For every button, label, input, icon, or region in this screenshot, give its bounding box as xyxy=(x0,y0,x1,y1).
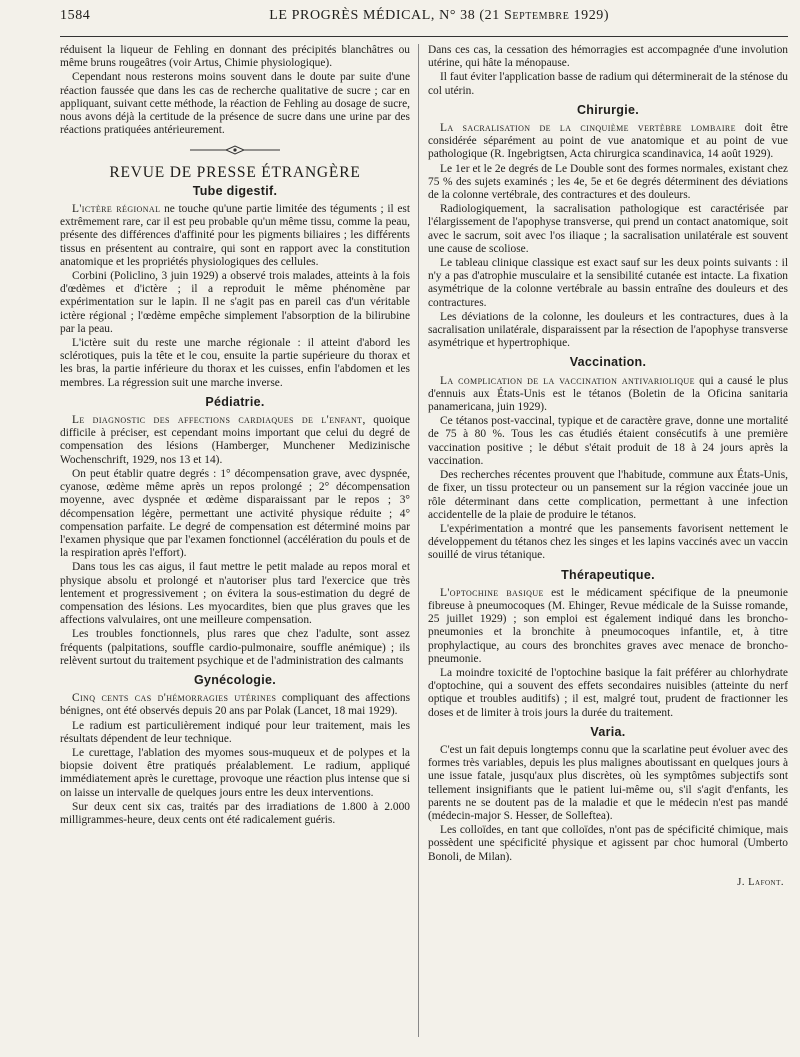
paragraph: Radiologiquement, la sacralisation pathologique est caractérisée par l'élargissement de l'apophyse transverse, qui prend un contact anatomique, soit avec le sacrum, soit avec l'os iliaque ; la sacralisation unilatérale est souvent une cause de scoliose. xyxy=(428,203,788,255)
paragraph: réduisent la liqueur de Fehling en donnant des précipités blanchâtres ou même bruns rougeâtres (voir Artus, Chimie physiologique). xyxy=(60,44,410,70)
right-column xyxy=(428,44,788,1043)
section-heading: Tube digestif. xyxy=(192,183,278,198)
paragraph: Corbini (Policlino, 3 juin 1929) a observé trois malades, atteints à la fois d'œdèmes et d'ictère ; il a reproduit le même phénomène par expérimentation sur le lapin. Il ne s'agit pas en pareil cas d'un véritable ictère régional ; l'œdème empêche simplement l'absorption de la bilirubine par la peau. xyxy=(60,270,410,335)
paragraph: Il faut éviter l'application basse de radium qui déterminerait de la sténose du col utérin. xyxy=(428,71,788,97)
section-heading: Chirurgie. xyxy=(576,102,640,117)
lead-phrase: La sacralisation de la cinquième vertèbre lombaire xyxy=(440,122,736,135)
paragraph: Les troubles fonctionnels, plus rares que chez l'adulte, sont assez fréquents (palpitations, souffle cardio-pulmonaire, souffle anémique) ; ils relèvent surtout du traitement psychique et de l'administration des calmants xyxy=(60,628,410,667)
section-heading: Vaccination. xyxy=(569,355,647,370)
section-heading: Thérapeutique. xyxy=(561,567,655,582)
paragraph: Le 1er et le 2e degrés de Le Double sont des formes normales, existant chez 75 % des sujets examinés ; les 4e, 5e et 6e degrés déterminent des déviations de la colonne vertébrale, des contractures et des douleurs. xyxy=(428,162,788,202)
paragraph: Le diagnostic des affections cardiaques de l'enfant, quoique difficile à préciser, est cependant moins important que celui du degré de compensation des lésions (Hamberger, Munchener Medizinische Wochenschrift, 1929, nos 13 et 14). xyxy=(60,414,410,466)
paragraph: L'optochine basique est le médicament spécifique de la pneumonie fibreuse à pneumocoques (M. Ehinger, Revue médicale de la Suisse romande, 25 juillet 1929) ; son emploi est également indiqué dans les broncho-pneumonies et la bronchite à pneumocoques infantile, et, à titre prophylactique, au cours des bronchites graves avec menace de broncho-pneumonie. xyxy=(428,586,788,665)
paragraph: Les déviations de la colonne, les douleurs et les contractures, dues à la sacralisation unilatérale, disparaissent par la résection de l'apophyse transverse asymétrique et hypertrophique. xyxy=(428,310,788,350)
paragraph: C'est un fait depuis longtemps connu que la scarlatine peut évoluer avec des formes très variables, depuis les plus malignes aboutissant en quelques jours à une issue fatale, jusqu'aux plus discrètes, où les symptômes subjectifs sont tellement insignifiants que le patient lui-même ou, s'il s'agit d'enfants, les parents ne se doutent pas de la maladie et que le médecin n'est pas mandé (médecin-major S. Hesser, de Solleftea). xyxy=(428,743,788,822)
paragraph: Cependant nous resterons moins souvent dans le doute par suite d'une réaction faussée que dans les cas de recherche qualitative de sucre ; car en appliquant, suivant cette méthode, la réaction de Fehling au dosage de sucre, nous avons déjà la certitude de la présence de sucre dans une urine par des réactions pratiquées antérieurement. xyxy=(60,71,410,137)
author-signature: J. Lafont. xyxy=(737,876,784,888)
left-column xyxy=(60,44,410,1043)
paragraph: Cinq cents cas d'hémorragies utérines compliquant des affections bénignes, ont été observés depuis 20 ans par Polak (Lancet, 18 mai 1929). xyxy=(60,692,410,718)
paragraph: La sacralisation de la cinquième vertèbre lombaire doit être considérée séparément au point de vue anatomique et au point de vue pathologique (R. Ingebrigtsen, Acta chirurgica scandinavica, 14 août 1929). xyxy=(428,122,788,161)
paragraph: Le radium est particulièrement indiqué pour leur traitement, mais les résultats dépendent de leur technique. xyxy=(60,719,410,745)
paragraph: La complication de la vaccination antivariolique qui a causé le plus d'ennuis aux États-Unis est le tétanos (Boletin de la Oficina sanitaria panamericana, juin 1929). xyxy=(428,374,788,414)
lead-phrase: Le diagnostic des affections cardiaques de l'enfant, xyxy=(72,414,366,427)
paragraph: Dans ces cas, la cessation des hémorragies est accompagnée d'une involution utérine, qui hâte la ménopause. xyxy=(428,44,788,70)
column-divider xyxy=(418,44,419,1037)
section-title: REVUE DE PRESSE ÉTRANGÈRE xyxy=(109,163,361,181)
lead-phrase: L'optochine basique xyxy=(440,586,544,599)
paragraph: Dans tous les cas aigus, il faut mettre le petit malade au repos moral et physique absolu et prolongé et n'autoriser plus tard l'exercice que très lentement et progressivement ; on évitera la sous-estimation du degré de compensation des lésions. Les myocardites, bien que plus graves que les affections valvulaires, ont une meilleure compensation. xyxy=(60,561,410,627)
section-heading: Gynécologie. xyxy=(193,672,277,687)
paragraph: Ce tétanos post-vaccinal, typique et de caractère grave, donne une mortalité de 75 à 80 %. Tous les cas étudiés étaient consécutifs à une première vaccination positive ; le début s'était produit de 18 à 24 jours après la vaccination. xyxy=(428,415,788,467)
paragraph: Sur deux cent six cas, traités par des irradiations de 1.800 à 2.000 milligrammes-heure, deux cents ont été radicalement guéris. xyxy=(60,800,410,826)
paragraph: On peut établir quatre degrés : 1° décompensation grave, avec dyspnée, cyanose, œdème même après un repos prolongé ; 2° décompensation moyenne, avec dyspnée et œdème disparaissant par le repos ; 3° décompensation légère, permettant une activité physique réduite ; 4° compensation parfaite. Le degré de compensation est déterminé moins par l'examen physique que par l'examen fonctionnel (accélération du pouls et de la respiration après l'effort). xyxy=(60,467,410,560)
paragraph: Des recherches récentes prouvent que l'habitude, commune aux États-Unis, de fixer, un tissu protecteur ou un pansement sur la région vaccinée joue un rôle déterminant dans cette complication, permettant à une infection accidentelle de la plaie de produire le tétanos. xyxy=(428,469,788,521)
lead-phrase: Cinq cents cas d'hémorragies utérines xyxy=(72,692,277,705)
paragraph: La moindre toxicité de l'optochine basique la fait préférer au chlorhydrate d'optochine, qui a souvent des effets secondaires nuisibles (atteinte du nerf optique et troubles auditifs) ; il est, malgré tout, prudent de fractionner les doses et de limiter à trois jours la durée du traitement. xyxy=(428,666,788,719)
lead-phrase: L'ictère régional xyxy=(72,203,161,216)
paragraph: Les colloïdes, en tant que colloïdes, n'ont pas de spécificité chimique, mais possèdent une spécificité physique et agissent par choc humoral (Umberto Bonoli, de Milan). xyxy=(428,824,788,863)
paragraph: L'ictère suit du reste une marche régionale : il atteint d'abord les sclérotiques, puis la tête et le cou, ensuite la partie supérieure du thorax et les bras, la partie inférieure du thorax et les cuisses, enfin l'abdomen et les membres. La régression suit une marche inverse. xyxy=(60,337,410,389)
section-heading: Pédiatrie. xyxy=(205,394,265,409)
paragraph: L'ictère régional ne touche qu'une partie limitée des téguments ; il est extrêmement rare, car il est peu probable qu'un même tissu, comme la peau, présente des différences d'affinité pour les pigments biliaires ; les différents tissus en présentent au contraire, qui sont en rapport avec la constitution anatomique et les propriétés physiologiques des cellules. xyxy=(60,203,410,268)
paragraph: Le curettage, l'ablation des myomes sous-muqueux et de polypes et la biopsie doivent être pratiqués préalablement. Le radium, appliqué immédiatement après le curettage, provoque une réaction plus intense que si on laisse un intervalle de quelques jours entre les deux interventions. xyxy=(60,746,410,799)
page-number: 1584 xyxy=(60,8,91,23)
section-heading: Varia. xyxy=(590,724,626,739)
paragraph: L'expérimentation a montré que les pansements favorisent nettement le développement du tétanos chez les singes et les lapins vaccinés avec un vaccin souillé de virus tétanique. xyxy=(428,522,788,562)
lead-phrase: La complication de la vaccination antivariolique xyxy=(440,374,695,387)
ornament-divider xyxy=(60,145,410,159)
page-header xyxy=(60,8,788,30)
running-title: LE PROGRÈS MÉDICAL, N° 38 (21 Septembre 1929) xyxy=(269,8,610,23)
header-rule xyxy=(60,36,788,37)
paragraph: Le tableau clinique classique est exact sauf sur les deux points suivants : il n'y a pas d'atrophie musculaire et la sensibilité cutanée est intacte. La fixation asymétrique de la colonne vertébrale au bassin entraîne des douleurs et des contractures. xyxy=(428,257,788,309)
